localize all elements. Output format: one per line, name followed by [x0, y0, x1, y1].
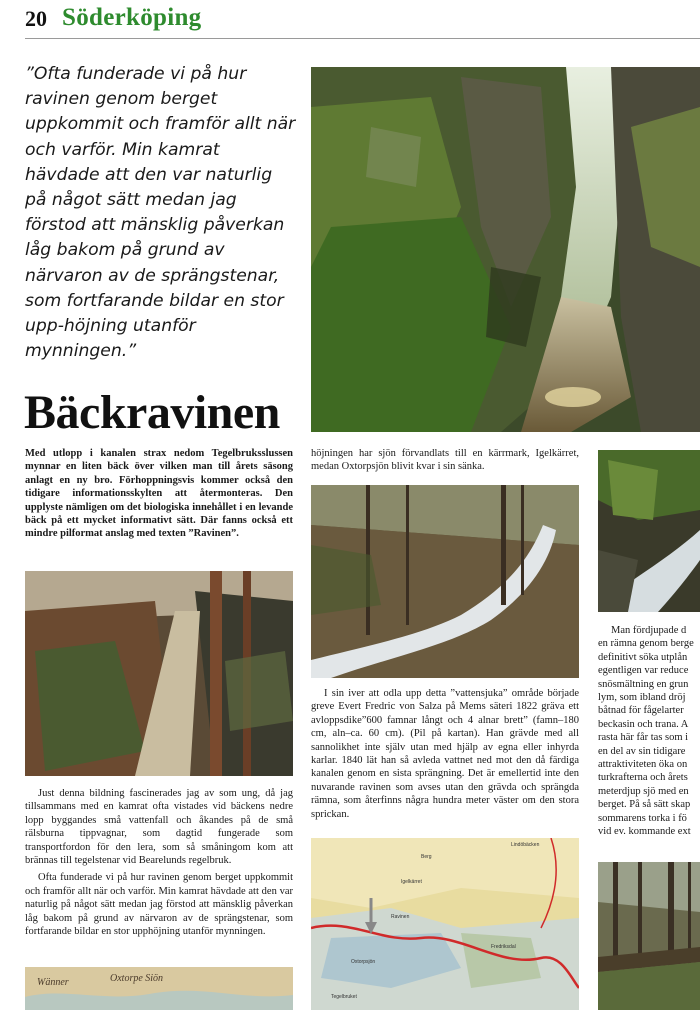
column-2-paragraph: I sin iver att odla upp detta ”vattensjuka” område började greve Evert Fredric von Salza på Mems säteri 1822 gräva ett avloppsdike”600 famnar långt och 4 alnar brett” (famn–180 cm, aln–ca. 60 cm). (Pil på kartan). Han grävde med all sannolikhet inte själv utan med hjälp av egna eller inhyrda karlar. 1840 lät han så avleda vattnet ned mot den då färdiga kanalen genom en sista sprängning. Det är emellertid inte den nuvarande ravinen som avses utan den grävda och sprängda rämna, som återfinns några hundra meter väster om den stora sprickan. [311, 688, 579, 820]
map-label-berg: Berg [421, 854, 432, 860]
section-title: Söderköping [62, 4, 202, 31]
historic-map-label-2: Wänner [37, 977, 69, 988]
article-column-2 [311, 687, 579, 825]
article-column-3 [598, 624, 700, 839]
column-1-paragraph: Just denna bildning fascinerades jag av som ung, då jag tillsammans med en kamrat ofta vistades vid bäckens nedre lopp byggandes små vattenfall och åkandes på de små rälsburna tippvagnar, som dagtid fungerade som transportfordon för den lera, som så småningom kom att brännas till tegelstenar vid Bearelunds regelbruk. [25, 788, 293, 867]
lead-paragraph: Med utlopp i kanalen strax nedom Tegelbruksslussen mynnar en liten bäck över vilken man till årets säsong anlagt en ny bro. Förhoppningsvis kommer också den tidigare informationsskylten att återmonteras. Den upplyste nämligen om det biologiska innehållet i en levande bäck på ett mycket informativt sätt. Där fanns också ett mindre pilformat anslag med texten ”Ravinen”. [25, 448, 293, 540]
column-3-line: meterdjup sjö med en [598, 785, 689, 797]
forest-photo [598, 862, 700, 1010]
header-divider [25, 38, 700, 39]
area-map [311, 838, 579, 1010]
map-label-ravinen: Ravinen [391, 914, 410, 920]
column-3-line: snösmältning en grun [598, 678, 689, 690]
column-3-line: definitivt söka utplån [598, 651, 688, 663]
map-label-oxtorpsjon: Oxtorpsjön [351, 959, 376, 965]
historic-map [25, 967, 293, 1010]
ravine-photo-small [25, 571, 293, 776]
waterfall-photo [598, 450, 700, 612]
column-3-line: en rämna genom berge [598, 638, 694, 650]
column-3-line: sommarens torka i fö [598, 812, 687, 824]
page-number: 20 [25, 6, 47, 31]
article-headline: Bäckravinen [24, 386, 280, 439]
column-3-line: turkrafterna och årets [598, 772, 688, 784]
map-label-igelkarret: Igelkärret [401, 879, 422, 885]
article-column-2-top [311, 447, 579, 478]
column-1-paragraph: Ofta funderade vi på hur ravinen genom berget uppkommit och framför allt när och varför. Min kamrat hävdade att den var naturlig på något sätt medan jag förstod att mänsklig påverkan låg bakom på grund av närvaron av de sprängstenar, som fortfarande bildar en stor upphöjning utanför mynningen. [25, 872, 293, 938]
article-column-1 [25, 787, 293, 942]
stream-photo [311, 485, 579, 678]
column-3-line: rasta här får tas som i [598, 732, 689, 744]
column-3-line: attraktiviteten öka on [598, 759, 688, 771]
column-3-line: berget. På så sätt skap [598, 799, 691, 811]
column-3-line: vid ev. kommande ext [598, 826, 691, 838]
historic-map-label: Oxtorpe Siön [110, 973, 164, 984]
map-label-tegelbruket: Tegelbruket [331, 994, 357, 1000]
column-3-line: egentligen var reduce [598, 665, 689, 677]
column-2-continuation: höjningen har sjön förvandlats till en kärrmark, Igelkärret, medan Oxtorpsjön blivit kvar i sin sänka. [311, 448, 579, 473]
column-3-line: Man fördjupade d [611, 625, 687, 636]
pull-quote: ”Ofta funderade vi på hur ravinen genom berget uppkommit och framför allt när och varför. Min kamrat hävdade att den var naturlig på något sätt medan jag förstod att mänsklig påverkan låg bakom på grund av närvaron av de sprängstenar, som fortfarande bildar en stor upp-höjning utanför mynningen.” [25, 64, 296, 362]
map-label-lindobacken: Lindöbäcken [511, 842, 540, 848]
column-3-line: en del av sin tidigare [598, 745, 686, 757]
map-label-fredriksdal: Fredriksdal [491, 944, 516, 950]
column-3-line: beckasin och trana. A [598, 718, 689, 730]
column-3-line: lym, som ibland dröj [598, 692, 686, 704]
column-3-line: båtnad för fågelarter [598, 705, 684, 717]
ravine-photo-large [311, 67, 700, 432]
